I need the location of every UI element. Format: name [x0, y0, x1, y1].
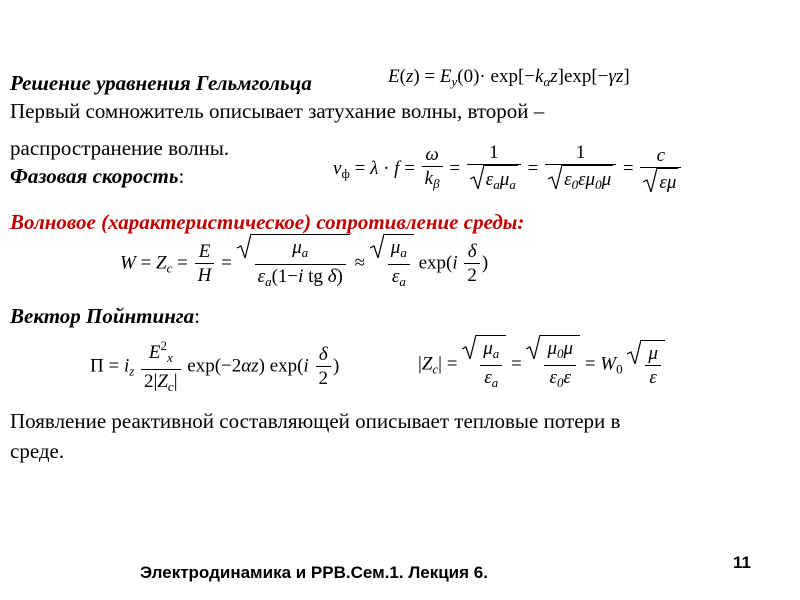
text-line-2: распространение волны.: [10, 136, 230, 160]
impedance-formula: $W = Z_c$ = $\frac{E}{H}$ = $\frac{\mu_a}{\varepsilon_a(1-i tg \delta)}$ ≈ $\frac{\mu_a}{\varepsilon_a}$ exp(i $\frac{\delta}{2}$ ): [120, 234, 488, 294]
poynting-heading: Вектор Пойнтинга: [10, 304, 195, 328]
page-number: 11: [733, 553, 751, 572]
poynting-vector-formula: $\Pi = i_z$ $\frac{E^2_x}{2|Z_c|}$ exp(−2αz) exp(i $\frac{\delta}{2}$ ): [90, 335, 339, 399]
phase-velocity-colon: :: [178, 164, 185, 188]
helmholtz-heading: Решение уравнения Гельмгольца: [10, 71, 312, 95]
footer-title: Электродинамика и РРВ.Сем.1. Лекция 6.: [140, 563, 488, 582]
helmholtz-solution-formula: $E(z) = E_y(0)\cdot \exp[-k_\alpha z]\exp[-\gamma z]$: [388, 66, 630, 89]
phase-velocity-heading-line: [10, 163, 184, 189]
poynting-heading-line: [10, 303, 200, 329]
impedance-modulus-formula: $|Z_c|$ = $\frac{\mu_a}{\varepsilon_a}$ = $\frac{\mu_0\mu}{\varepsilon_0\varepsilon}$ = $W_0$ $\frac{\mu}{\varepsilon}$: [418, 335, 665, 395]
phase-velocity-formula: $v_ф = \lambda \cdot f$ = $\frac{\omega}{k_\beta}$ = $\frac{1}{\varepsilon_a\mu_a}$ = $\frac{1}{\varepsilon_0\varepsilon\mu_0\mu}$ = $\frac{c}{\varepsilon\mu}$: [333, 142, 683, 197]
conclusion-line-1: Появление реактивной составляющей описывает тепловые потери в: [10, 409, 621, 433]
impedance-heading: Волновое (характеристическое) сопротивление среды:: [10, 210, 525, 234]
conclusion-line-2: среде.: [10, 439, 65, 463]
poynting-colon: :: [194, 304, 200, 328]
phase-velocity-heading: Фазовая скорость: [10, 164, 179, 188]
text-line-1: Первый сомножитель описывает затухание волны, второй –: [10, 99, 545, 123]
